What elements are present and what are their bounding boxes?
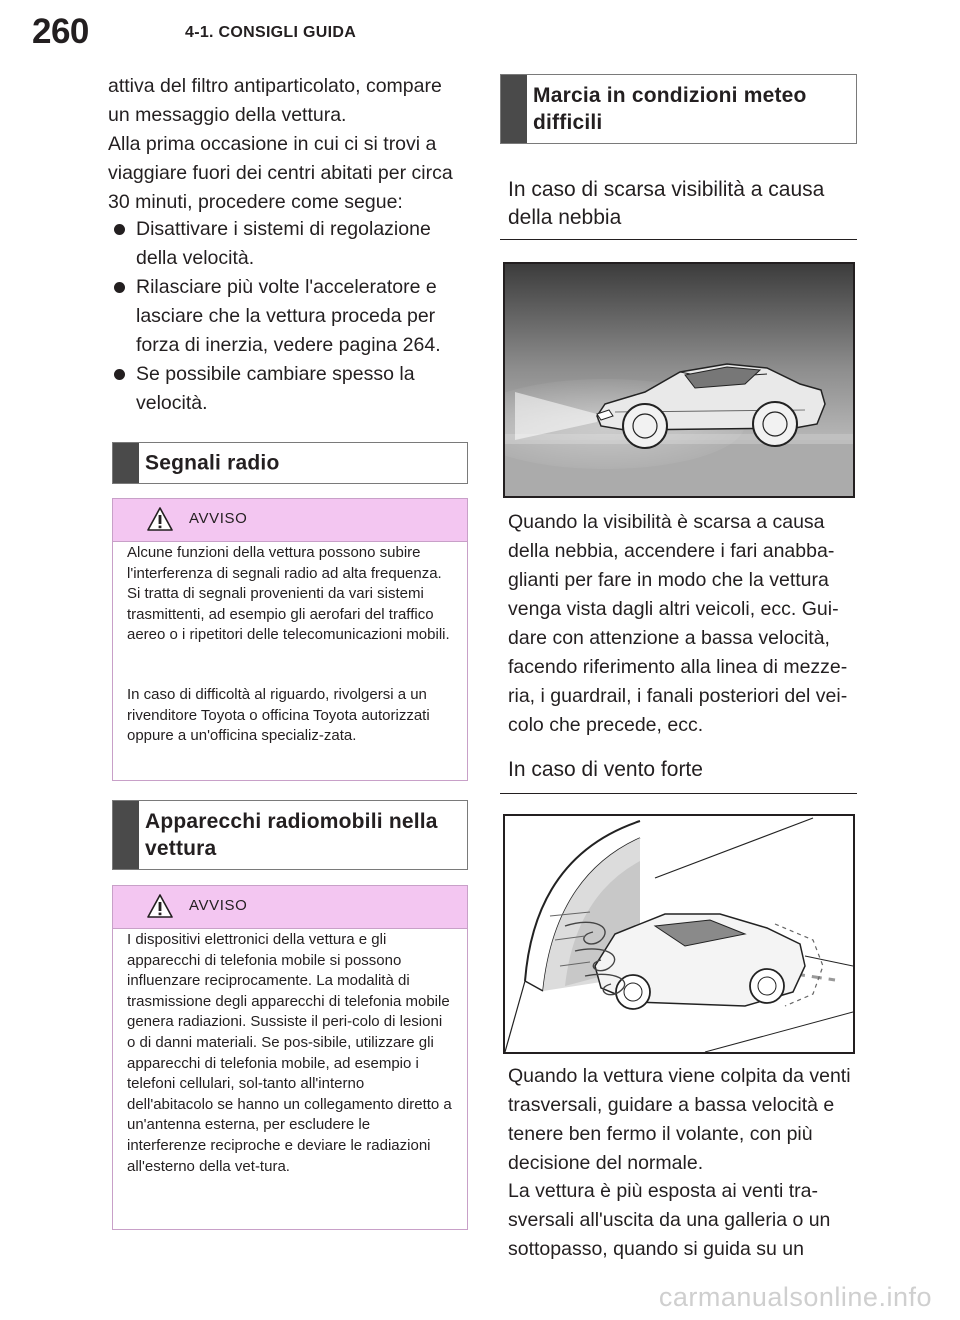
warning-box [112,498,468,781]
warning-paragraph: Alcune funzioni della vettura possono subire l'interferenza di segnali radio ad alta frequenza. Si tratta di segnali provenienti da vari sistemi trasmittenti, ad esempio gli aerofari del traffico aereo o i ripetitori delle telecomunicazioni mobili. [127,544,450,644]
wind-paragraph-2: La vettura è più esposta ai venti tra-sversali all'uscita da una galleria o un sottopasso, quando si guida su un [508,1180,831,1260]
list-item [110,215,476,273]
fog-paragraph: Quando la visibilità è scarsa a causa della nebbia, accendere i fari anabba-glianti per fare in modo che la vettura venga vista dagli altri veicoli, ecc. Gui-dare con attenzione a bassa velocità, facendo riferimento alla linea di mezze-ria, i guardrail, i fanali posteriori del vei-colo che precede, ecc. [508,511,848,736]
heading-text: Segnali radio [145,451,280,475]
heading-text: Marcia in condizioni meteo difficili [533,84,807,134]
section-heading-mobile [112,800,468,870]
warning-title: AVVISO [189,510,248,527]
warning-paragraph: I dispositivi elettronici della vettura e gli apparecchi di telefonia mobile si possono influenzare reciprocamente. La modalità di trasmissione degli apparecchi di telefonia mobile genera radiazioni. Sussiste il peri-colo di lesioni o di danni materiali. Se pos-sibile, utilizzare gli apparecchi di telefonia mobile, ad esempio i telefoni cellulari, sol-tanto all'interno dell'abitacolo se hanno un collegamento diretto a un'antenna esterna, per escludere le interferenze reciproche e deviare le radiazioni all'esterno della vet-tura. [127,931,452,1175]
subheading-wind [500,756,857,794]
intro-paragraph-1: attiva del filtro antiparticolato, compare un messaggio della vettura. [108,75,442,126]
intro-paragraph-2: Alla prima occasione in cui ci si trovi a viaggiare fuori dei centri abitati per circa 30 minuti, procedere come segue: [108,133,453,213]
heading-tab [113,801,139,869]
subheading-text: In caso di scarsa visibilità a causa della nebbia [508,178,825,229]
warning-triangle-icon [147,507,173,531]
car-in-fog-image [505,264,853,496]
section-title: 4-1. CONSIGLI GUIDA [185,24,357,41]
section-heading-weather [500,74,857,144]
bullet-icon [114,369,125,380]
heading-tab [113,443,139,483]
car-crosswind-tunnel-image [505,816,853,1052]
list-item-text: Se possibile cambiare spesso la velocità. [136,363,415,414]
section-heading-radio [112,442,468,484]
list-item-text: Disattivare i sistemi di regolazione della velocità. [136,218,431,269]
heading-text: Apparecchi radiomobili nella vettura [145,810,438,860]
heading-tab [501,75,527,143]
wind-paragraph-1: Quando la vettura viene colpita da venti trasversali, guidare a bassa velocità e tenere ben fermo il volante, con più decisione del normale. [508,1065,851,1174]
watermark: carmanualsonline.info [658,1282,932,1312]
warning-box [112,885,468,1230]
warning-title: AVVISO [189,897,248,914]
wind-illustration [503,814,855,1054]
bullet-icon [114,282,125,293]
list-item [110,360,476,418]
list-item [110,273,476,360]
fog-illustration [503,262,855,498]
bullet-icon [114,224,125,235]
page-number: 260 [32,12,89,51]
warning-triangle-icon [147,894,173,918]
subheading-fog [500,176,857,240]
list-item-text: Rilasciare più volte l'acceleratore e lasciare che la vettura proceda per forza di inerzia, vedere pagina 264. [136,276,441,356]
warning-paragraph: In caso di difficoltà al riguardo, rivolgersi a un rivenditore Toyota o officina Toyota autorizzati oppure a un'officina specializ-zata. [127,686,430,745]
subheading-text: In caso di vento forte [508,758,703,781]
